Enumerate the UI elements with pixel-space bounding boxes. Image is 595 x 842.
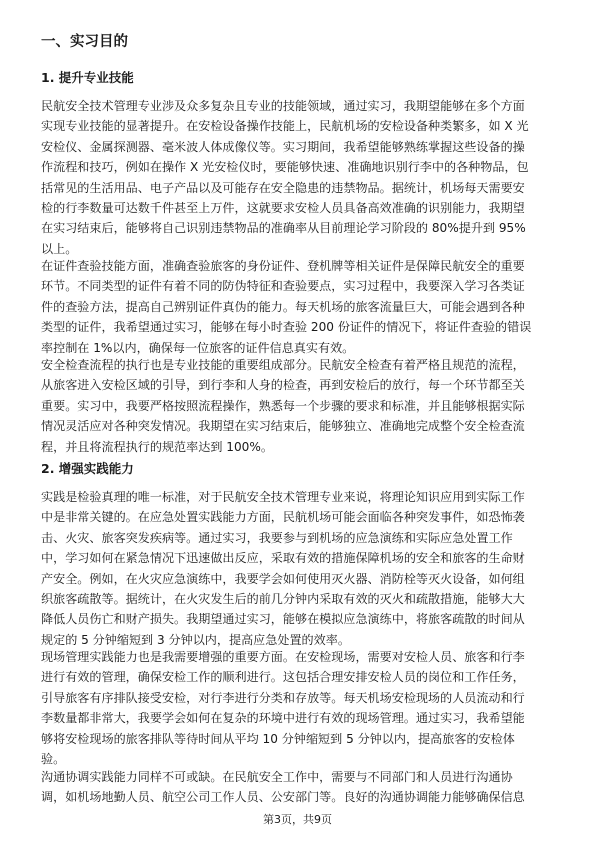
paragraph-skills-equipment [41,96,556,259]
text-line: 检的行李数量可达数千件甚至上万件，这就要求安检人员具备高效准确的识别能力，我期望 [41,200,525,215]
text-line: 作流程和技巧，例如在操作 X 光安检仪时，要能够快速、准确地识别行李中的各种物品，包 [41,160,529,175]
text-line: 中，学习如何在紧急情况下迅速做出反应，采取有效的措施保障机场的安全和旅客的生命财 [41,551,525,566]
document-page [41,0,556,842]
text-line: 验。 [41,751,66,766]
text-line: 在证件查验技能方面，准确查验旅客的身份证件、登机牌等相关证件是保障民航安全的重要 [41,259,525,273]
text-line: 以上。 [41,241,78,256]
text-line: 环节。不同类型的证件有着不同的防伪特征和查验要点，实习过程中，我要深入学习各类证 [41,279,525,294]
text-line: 实践是检验真理的唯一标准，对于民航安全技术管理专业来说，将理论知识应用到实际工作 [41,490,525,504]
text-line: 够将安检现场的旅客排队等待时间从平均 10 分钟缩短到 5 分钟以内，提高旅客的安检体 [41,731,515,746]
text-line: 击、火灾、旅客突发疾病等。通过实习，我要参与到机场的应急演练和实际应急处置工作 [41,530,513,545]
text-line: 降低人员伤亡和财产损失。我期望通过实习，能够在模拟应急演练中，将旅客疏散的时间从 [41,612,525,627]
text-line: 织旅客疏散等。据统计，在火灾发生后的前几分钟内采取有效的灭火和疏散措施，能够大大 [41,591,525,606]
text-line: 在实习结束后，能够将自己识别违禁物品的准确率从目前理论学习阶段的 80%提升到 95% [41,221,526,236]
text-line: 率控制在 1%以内，确保每一位旅客的证件信息真实有效。 [41,340,355,355]
paragraph-practice-communication [41,767,556,808]
text-line: 沟通协调实践能力同样不可或缺。在民航安全工作中，需要与不同部门和人员进行沟通协 [41,770,513,784]
text-line: 从旅客进入安检区域的引导，到行李和人身的检查，再到安检后的放行，每一个环节都至关 [41,378,525,393]
text-line: 调，如机场地勤人员、航空公司工作人员、公安部门等。良好的沟通协调能力能够确保信息 [41,790,525,805]
text-line: 规定的 5 分钟缩短到 3 分钟以内，提高应急处置的效率。 [41,632,350,647]
paragraph-practice-management [41,647,556,769]
text-line: 引导旅客有序排队接受安检，对行李进行分类和存放等。每天机场安检现场的人员流动和行 [41,690,525,705]
subsection-title-skills: 1. 提升专业技能 [41,70,134,85]
text-line: 产安全。例如，在火灾应急演练中，我要学会如何使用灭火器、消防栓等灭火设备，如何组 [41,571,525,586]
text-line: 类型的证件，我希望通过实习，能够在每小时查验 200 份证件的情况下，将证件查验的错误 [41,320,532,335]
page-footer: 第3页，共9页 [263,813,332,826]
paragraph-practice-emergency [41,487,556,650]
paragraph-skills-documents [41,256,556,358]
text-line: 件的查验方法，提高自己辨别证件真伪的能力。每天机场的旅客流量巨大，可能会遇到各种 [41,299,525,314]
paragraph-skills-process [41,355,556,457]
text-line: 民航安全技术管理专业涉及众多复杂且专业的技能领域，通过实习，我期望能够在多个方面 [41,99,525,113]
text-line: 中是非常关键的。在应急处置实践能力方面，民航机场可能会面临各种突发事件，如恐怖袭 [41,510,525,525]
text-line: 李数量都非常大，我要学会如何在复杂的环境中进行有效的现场管理。通过实习，我希望能 [41,711,525,726]
section-title: 一、实习目的 [41,34,128,50]
text-line: 进行有效的管理，确保安检工作的顺利进行。这包括合理安排安检人员的岗位和工作任务， [41,670,525,685]
text-line: 安检仪、金属探测器、毫米波人体成像仪等。实习期间，我希望能够熟练掌握这些设备的操 [41,139,525,154]
text-line: 实现专业技能的显著提升。在安检设备操作技能上，民航机场的安检设备种类繁多，如 X 光 [41,119,529,134]
subsection-title-practice: 2. 增强实践能力 [41,461,134,476]
text-line: 情况灵活应对各种突发情况。我期望在实习结束后，能够独立、准确地完成整个安全检查流 [41,419,525,434]
text-line: 括常见的生活用品、电子产品以及可能存在安全隐患的违禁物品。据统计，机场每天需要安 [41,180,525,195]
text-line: 现场管理实践能力也是我需要增强的重要方面。在安检现场，需要对安检人员、旅客和行李 [41,650,525,664]
text-line: 程，并且将流程执行的规范率达到 100%。 [41,439,273,454]
text-line: 重要。实习中，我要严格按照流程操作，熟悉每一个步骤的要求和标准，并且能够根据实际 [41,398,525,413]
text-line: 安全检查流程的执行也是专业技能的重要组成部分。民航安全检查有着严格且规范的流程， [41,358,525,372]
